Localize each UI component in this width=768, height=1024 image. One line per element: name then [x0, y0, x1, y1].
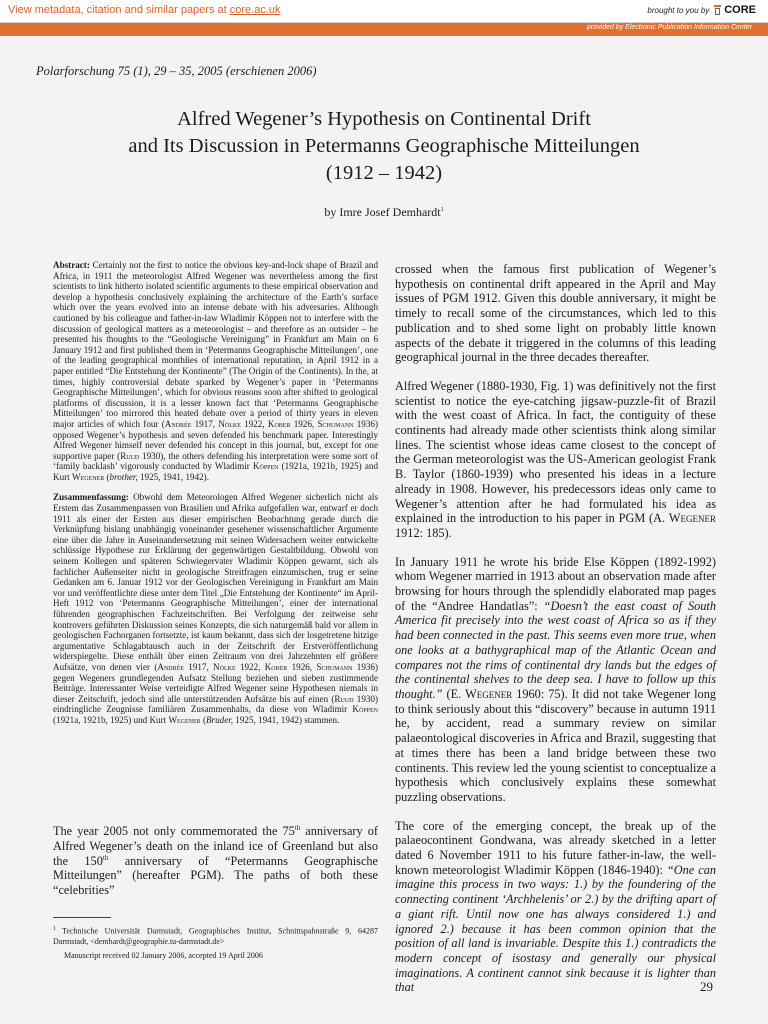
intro-ordinal: th: [102, 853, 109, 862]
footnote-rule: [53, 917, 111, 918]
zusammenfassung-text: 1917,: [183, 661, 214, 672]
title-line-2: and Its Discussion in Petermanns Geographische Mitteilungen: [128, 135, 640, 157]
footnote-text: Technische Universität Darmstadt, Geographisches Institut, Schnittspahnstraße 9, 64287 Darmstadt, <demhardt@geographie.tu-darmstadt.de>: [53, 926, 378, 946]
body-quote: “Doesn’t the east coast of South America fit precisely into the west coast of Africa so as if they had been connected in the past. This seems even more true, when one looks at a bathygraphical map of the Atlantic Ocean and compares not the rims of continental dry lands but the edges of the continental shelves to the deep sea. I have to follow up this thought.”: [395, 598, 716, 701]
intro-text: anniversary of Alfred Wegener’s death on the inland ice of Greenland but also the 150: [53, 824, 378, 868]
body-paragraph-1: crossed when the famous first publication of Wegener’s hypothesis on continental drift appeared in the April and May issues of PGM 1912. Given this double anniversary, it might be timely to recall some of the circumstances, which led to this publication and to shed some light on probably little known aspects of the debate it triggered in the columns of this leading geographical journal in the three decades thereafter.: [395, 262, 716, 365]
abstract-text: (: [104, 471, 110, 482]
body-text: The core of the emerging concept, the break up of the palaeocontinent Gondwana, was already sketched in a letter dated 6 November 1911 to his future father-in-law, the well-known meteorologist Wladimir Köppen (1846-1940):: [395, 818, 716, 877]
author-footnote-mark: 1: [440, 207, 444, 213]
author-line: [0, 205, 768, 220]
zusammenfassung-citation: Ruud: [334, 693, 354, 704]
brought-by: [647, 4, 756, 16]
body-text: (E.: [442, 686, 466, 701]
zusammenfassung-citation: Andrée: [157, 661, 184, 672]
zusammenfassung-citation: Köppen: [352, 704, 378, 715]
title-line-1: Alfred Wegener’s Hypothesis on Continental Drift: [177, 108, 591, 130]
footnote-mark: 1: [53, 926, 56, 932]
zusammenfassung-citation: Kober: [264, 661, 288, 672]
abstract-label: Abstract:: [53, 260, 90, 270]
core-logo-text: CORE: [724, 4, 756, 16]
page-number: 29: [700, 979, 713, 994]
abstract-text: 1930), the others defending his interpretation were some sort of ‘family backlash’ vigorously conducted by Wladimir: [53, 450, 378, 472]
body-text: In January 1911 he wrote his bride Else Köppen (1892-1992) whom Wegener married in 1913 about an observation made after browsing for hours through the splendidly elaborated map pages of the “Andree Handatlas”:: [395, 554, 716, 613]
zusammenfassung-text: (: [200, 714, 206, 725]
zusammenfassung-text: (1921a, 1921b, 1925) und Kurt: [53, 714, 169, 725]
abstract-citation: Köppen: [252, 461, 279, 472]
body-citation: Wegener: [668, 511, 716, 526]
core-banner: [0, 0, 768, 36]
core-logo[interactable]: [713, 4, 756, 16]
zusammenfassung-emphasis: Bruder,: [206, 714, 234, 725]
body-citation: Wegener: [465, 686, 513, 701]
provider-bar: [0, 23, 768, 36]
zusammenfassung-text: Obwohl dem Meteorologen Alfred Wegener sicherlich nicht als Erstem das Zusammenpassen von Brasilien und Afrika aufgefallen war, entwarf er doch 1911 als einer der Ersten aus dieser empirischen Beobachtung gerade durch die Verknüpfung bislang unabhängig voneinander gesehener wissenschaftlicher Argumente eine über die Jahre in Auseinandersetzung mit seinen Widersachern weiter entwickelte schlüssige Hypothese zur Erklärung der gegenwärtigen Gestaltbildung. Obwohl von seinem Kollegen und späteren Schwiegervater Wladimir Köppen gewarnt, sich als fachlicher Außenseiter nicht in geologische Streitfragen einzumischen, trug er seine Gedanken am 6. Januar 1912 vor der Geologischen Vereinigung in Frankfurt am Main vor und veröffentlichte diese unter dem Titel „Die Entstehung der Kontinente“ im April-Heft 1912 von ‘Petermanns Geographische Mitteilungen’, einer der international führenden geographischen Fachzeitschriften. Bei Verfolgung der zeitweise sehr kontrovers geführten Diskussion seines Konzepts, die sich naturgemäß bald vor allem in geologischen Fachorganen fortsetzte, ist kaum bekannt, dass sich der losgetretene hitzige argumentative Schlagabtausch auch in der Zeitschrift der Erstveröffentlichung widerspiegelte. Diese enthält über einen Zeitraum von drei Jahrzehnten elf größere Aufsätze, von denen vier (: [53, 492, 378, 672]
body-text: Alfred Wegener (1880-1930, Fig. 1) was definitively not the first scientist to notice the eye-catching jigsaw-puzzle-fit of Brazil with the west coast of Africa. In fact, the contiguity of these continents had already made other scientists think along similar lines. The scientist whose ideas came closest to the concept of the German meteorologist was the US-American geologist Frank B. Taylor (1860-1939) who presented his ideas in a lecture already in 1908. However, his predecessors ideas only came to Wegener’s attention after he had formulated his idea as explained in the introduction to his paper in PGM (A.: [395, 378, 716, 526]
abstract-citation: Andrée: [164, 418, 192, 429]
abstract-citation: Schumann: [317, 418, 354, 429]
zusammenfassung-citation: Schumann: [316, 661, 353, 672]
body-paragraph-3: [395, 555, 716, 805]
abstract-citation: Ruud: [120, 450, 140, 461]
body-paragraph-2: [395, 379, 716, 541]
zusammenfassung-text: 1930) eindringliche Zeugnisse familiären Zusammenhalts, da diese von Wladimir: [53, 693, 378, 715]
abstract-citation: Kober: [267, 418, 291, 429]
zusammenfassung-text: 1925, 1941, 1942) stammen.: [233, 714, 340, 725]
core-url-link[interactable]: core.ac.uk: [229, 4, 281, 16]
zusammenfassung-paragraph: [53, 492, 378, 725]
zusammenfassung-text: 1936) gegen Wegeners grundlegenden Aufsatz Stellung beziehen und sieben zustimmende Beiträge. Interessanter Weise verteidigte Alfred Wegener seine Hypothesen niemals in dieser Zeitschrift, jedoch sind alle unterstützenden Aufsätze bis auf einen (: [53, 661, 378, 704]
metadata-link[interactable]: [8, 4, 281, 16]
abstract-text: 1922,: [240, 418, 268, 429]
body-text: 1912: 185).: [395, 525, 452, 540]
intro-paragraph: [53, 824, 378, 898]
zusammenfassung-text: 1926,: [287, 661, 317, 672]
core-banner-top: [0, 0, 768, 23]
abstract-citation: Wegener: [71, 471, 105, 482]
body-text: 1960: 75). It did not take Wegener long to think seriously about this “discovery” because in autumn 1911 he, by accident, read a summary review on similar palaeontological discoveries in Africa and Brazil, suggesting that at times there has been a land bridge between these two continents. This review led the young scientist to conceptualize a hypothesis which conclusively explains these somewhat puzzling observations.: [395, 686, 716, 804]
intro-ordinal: th: [294, 823, 301, 832]
intro-text: The year 2005 not only commemorated the 75: [53, 824, 295, 838]
zusammenfassung-text: 1922,: [235, 661, 265, 672]
provider-text[interactable]: provided by Electronic Publication Information Center: [587, 24, 752, 31]
paper-title: [0, 106, 768, 187]
manuscript-received: Manuscript received 02 January 2006, accepted 19 April 2006: [64, 951, 263, 960]
abstract-citation: Nölke: [218, 418, 241, 429]
title-line-3: (1912 – 1942): [325, 162, 443, 184]
abstract-emphasis: brother,: [109, 471, 138, 482]
author-name: by Imre Josef Demhardt: [324, 205, 441, 219]
abstract-text: 1936) opposed Wegener’s hypothesis and seven defended his benchmark paper. Interestingly Alfred Wegener himself never defended his concept in this journal, but, except for one supportive paper (: [53, 418, 378, 461]
body-quote: “One can imagine this process in two ways: 1.) by the foundering of the connecting continent ‘Archhelenis’ or 2.) by the drifting apart of a giant rift. Until now one has always considered 1.) and ignored 2.) because it has been common opinion that the position of all land is invariable. Despite this 1.) contradicts the modern concept of isostasy and generally our physical imaginations. A continent cannot sink because it is lighter than that: [395, 862, 717, 995]
zusammenfassung-citation: Nölke: [213, 661, 236, 672]
intro-text: anniversary of “Petermanns Geographische Mitteilungen” (hereafter PGM). The paths of both these “celebrities”: [53, 853, 379, 898]
body-right-column: [395, 262, 716, 1009]
abstract-text: (1921a, 1921b, 1925) and Kurt: [53, 461, 378, 482]
footnote: [53, 924, 378, 947]
abstract-paragraph: [53, 260, 378, 482]
abstract-text: 1925, 1941, 1942).: [137, 471, 209, 482]
abstract-column: [53, 260, 378, 736]
core-logo-icon: [713, 4, 722, 16]
abstract-text: 1917,: [191, 418, 219, 429]
journal-reference: Polarforschung 75 (1), 29 – 35, 2005 (erschienen 2006): [36, 64, 317, 78]
zusammenfassung-citation: Wegener: [168, 714, 201, 725]
abstract-text: Certainly not the first to notice the obvious key-and-lock shape of Brazil and Africa, in 1911 the meteorologist Alfred Wegener was nevertheless among the first scientists to link hitherto isolated scientific arguments to these empirical observation and develop a hypothesis conclusively explaining the architecture of the Earth’s surface which over the years evolved into an intense debate with his adversaries. Although cautioned by his colleague and father-in-law Wladimir Köppen not to interfere with the discussion of geological matters as a meteorologist – and therefore as an outsider – he presented his thoughts to the “Geologische Vereinigung” in Frankfurt am Main on 6 January 1912 and first published them in ‘Petermanns Geographische Mitteilungen’, one of the leading geographical monthlies of international reputation, in April 1912 in a paper entitled “Die Entstehung der Kontinente” (The Origin of the Continents). In the, at times, highly controversial debate sparked by Wegener’s paper in ‘Petermanns Geographische Mitteilungen’, which for obvious reasons soon after shifted to geological platforms of discussion, it is a lesser known fact that ‘Petermanns Geographische Mitteilungen’ too mirrored this heated debate over a period of thirty years in eleven major articles of which four (: [53, 260, 378, 429]
zusammenfassung-label: Zusammenfassung:: [53, 492, 129, 503]
body-paragraph-4: [395, 819, 716, 995]
metadata-link-text[interactable]: View metadata, citation and similar papers at: [8, 4, 227, 16]
brought-by-text: brought to you by: [647, 5, 710, 15]
abstract-text: 1926,: [290, 418, 318, 429]
